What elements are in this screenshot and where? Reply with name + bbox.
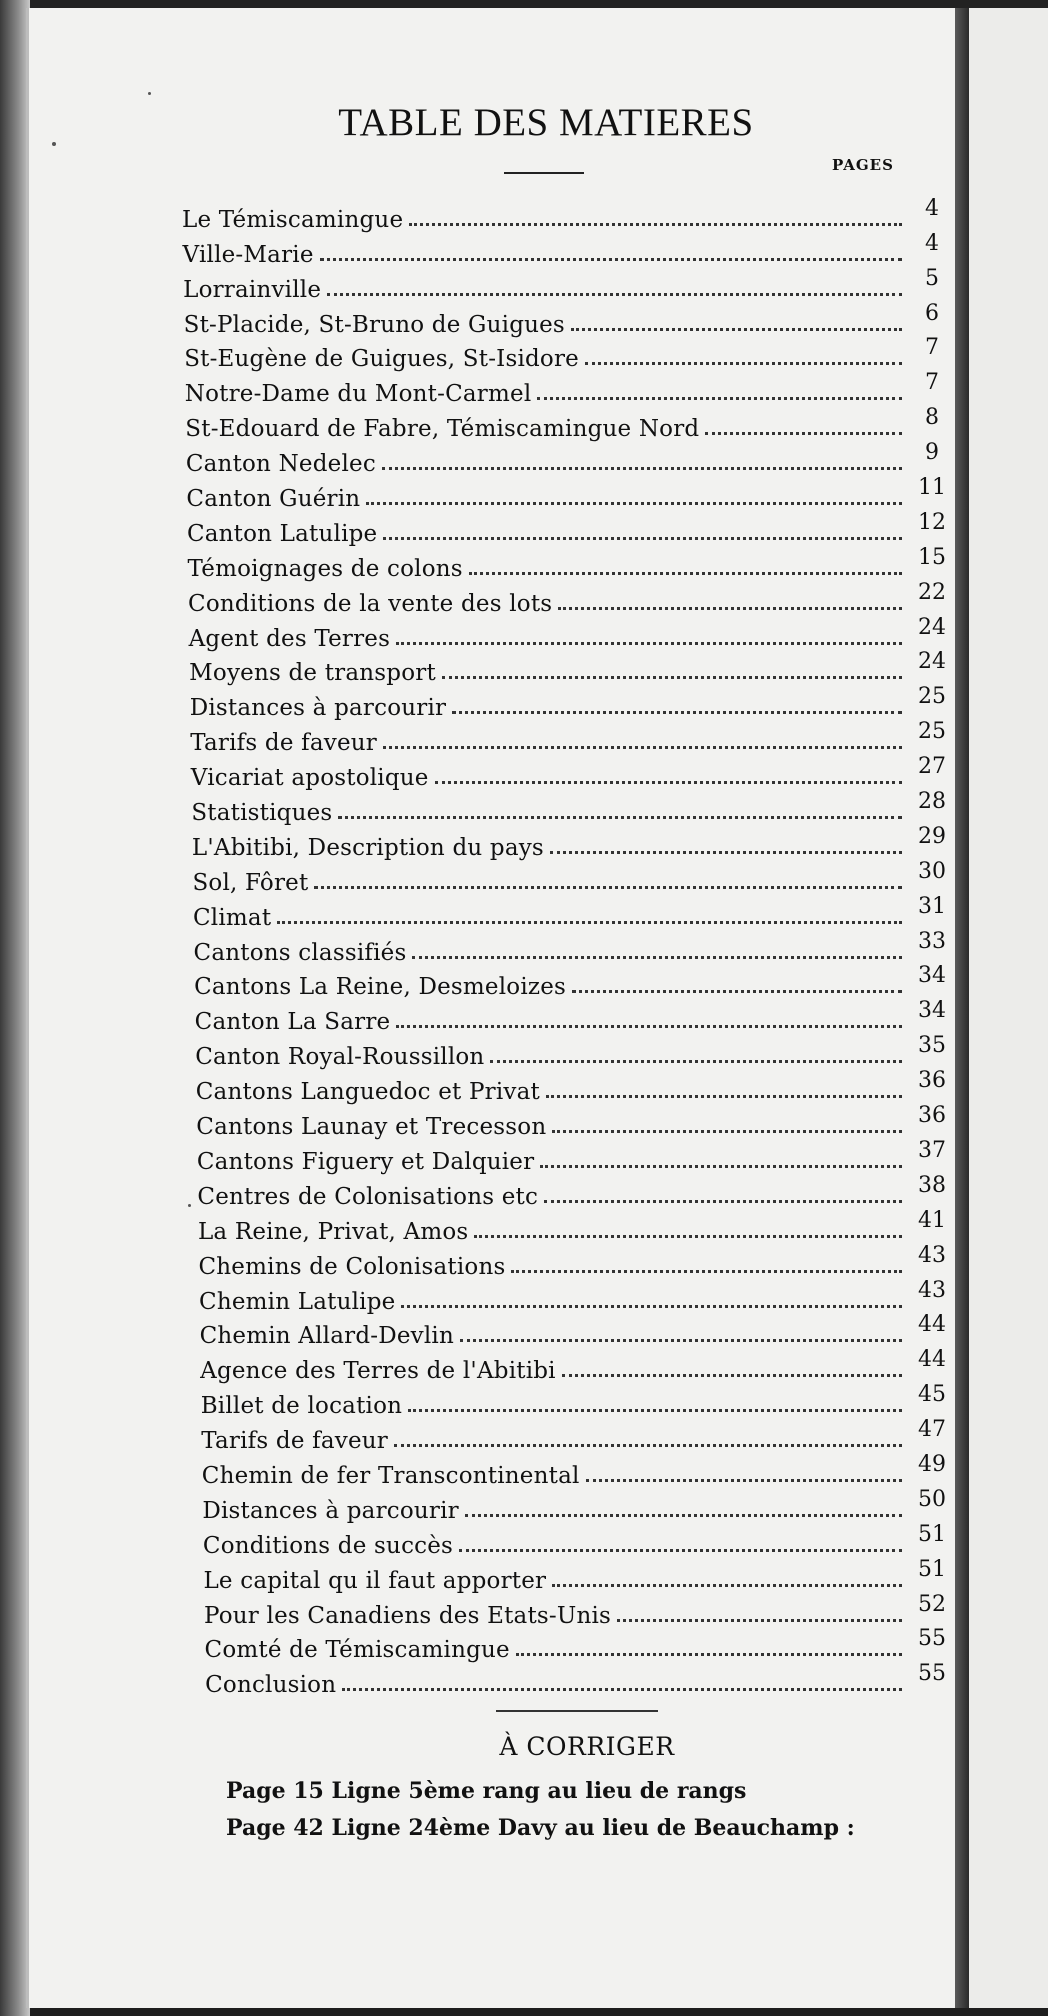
toc-entry <box>182 195 952 233</box>
toc-entry-page: 45 <box>918 1382 946 1408</box>
toc-entry-page: 44 <box>918 1312 946 1338</box>
toc-entry-page: 9 <box>925 440 939 466</box>
dot-leader <box>382 467 902 470</box>
toc-entry <box>197 1207 952 1245</box>
toc-entry-page: 43 <box>918 1242 946 1268</box>
toc-entry-page: 49 <box>918 1451 946 1477</box>
toc-entry-page: 51 <box>918 1521 946 1547</box>
toc-entry-page: 24 <box>918 649 946 675</box>
dot-leader <box>277 921 902 924</box>
toc-entry <box>203 1556 952 1594</box>
toc-entry-title: Canton Royal-Roussillon <box>195 1044 485 1071</box>
dot-leader <box>705 432 902 435</box>
toc-entry <box>188 614 952 652</box>
toc-entry-page: 4 <box>925 195 939 221</box>
toc-entry <box>196 1137 952 1175</box>
toc-entry-page: 35 <box>918 1033 946 1059</box>
toc-entry-page: 33 <box>918 928 946 954</box>
pages-column-header: PAGES <box>832 156 894 174</box>
dot-leader <box>469 572 902 575</box>
toc-entry-page: 7 <box>925 335 939 361</box>
dot-leader <box>550 851 902 854</box>
dot-leader <box>314 886 902 889</box>
toc-entry-page: 24 <box>918 614 946 640</box>
dot-leader <box>511 1270 902 1273</box>
toc-entry <box>202 1486 952 1524</box>
toc-entry <box>195 1000 952 1035</box>
dot-leader <box>459 1549 902 1552</box>
toc-entry <box>189 649 952 687</box>
toc-entry-page: 25 <box>918 684 946 710</box>
toc-entry <box>205 1663 952 1698</box>
toc-entry <box>204 1591 952 1629</box>
toc-entry-title: Cantons classifiés <box>193 939 407 966</box>
adjacent-page-edge <box>969 8 1048 2008</box>
page-title: TABLE DES MATIERES <box>338 101 754 144</box>
dot-leader <box>342 1688 902 1691</box>
toc-entry-title: Ville-Marie <box>182 241 314 268</box>
toc-entry-title: Distances à parcourir <box>189 695 447 722</box>
toc-entry-title: St-Placide, St-Bruno de Guigues <box>183 311 565 338</box>
toc-entry-page: 51 <box>918 1556 946 1582</box>
toc-entry <box>195 1035 952 1070</box>
page-gutter <box>955 8 969 2008</box>
toc-entry <box>186 509 952 547</box>
toc-entry-page: 30 <box>918 858 946 884</box>
dot-leader <box>552 1584 902 1587</box>
dot-leader <box>585 362 902 365</box>
toc-entry-title: Cantons Figuery et Dalquier <box>196 1148 535 1175</box>
corrections-heading: À CORRIGER <box>499 1732 675 1761</box>
dot-leader <box>452 711 902 714</box>
dot-leader <box>401 1305 902 1308</box>
toc-entry-title: St-Eugène de Guigues, St-Isidore <box>184 346 579 373</box>
toc-entry <box>182 230 952 268</box>
toc-entry-page: 55 <box>918 1626 946 1652</box>
toc-entry <box>184 335 952 373</box>
toc-entry <box>192 858 952 896</box>
toc-entry <box>199 1312 952 1350</box>
toc-entry <box>186 442 952 477</box>
toc-entry <box>183 265 952 303</box>
dot-leader <box>409 223 902 226</box>
toc-entry-page: 36 <box>918 1103 946 1129</box>
toc-entry-title: Cantons Languedoc et Privat <box>195 1079 540 1106</box>
toc-entry-title: Vicariat apostolique <box>190 765 429 792</box>
dot-leader <box>338 816 902 819</box>
toc-entry-title: Canton Latulipe <box>186 520 378 547</box>
toc-entry-page: 52 <box>918 1591 946 1617</box>
toc-entry-page: 47 <box>918 1417 946 1443</box>
toc-entry <box>201 1384 952 1419</box>
toc-entry-title: Distances à parcourir <box>202 1497 459 1524</box>
section-divider <box>496 1710 658 1712</box>
toc-entry-page: 6 <box>925 300 939 326</box>
toc-entry <box>190 721 952 756</box>
toc-entry <box>196 1070 952 1105</box>
toc-entry-page: 37 <box>918 1137 946 1163</box>
toc-entry-page: 8 <box>925 405 939 431</box>
dot-leader <box>474 1235 902 1238</box>
toc-entry-title: Agence des Terres de l'Abitibi <box>200 1358 556 1385</box>
toc-entry-title: Témoignages de colons <box>187 555 463 582</box>
toc-entry-title: Lorrainville <box>183 276 322 303</box>
toc-entry-title: Agent des Terres <box>188 625 391 652</box>
correction-line: Page 15 Ligne 5ème rang au lieu de rangs <box>226 1778 747 1804</box>
toc-entry-title: La Reine, Privat, Amos <box>197 1218 469 1245</box>
toc-entry-title: Climat <box>193 904 272 931</box>
toc-entry <box>191 756 952 791</box>
toc-entry <box>187 544 953 582</box>
toc-entry-page: 15 <box>918 544 946 570</box>
toc-entry <box>191 823 952 861</box>
toc-entry-title: Centres de Colonisations etc <box>197 1183 539 1210</box>
title-divider <box>504 172 584 174</box>
toc-entry <box>204 1626 952 1664</box>
toc-entry-page: 31 <box>918 893 946 919</box>
dot-leader <box>572 990 902 993</box>
toc-entry-page: 4 <box>925 230 939 256</box>
toc-entry <box>188 579 952 617</box>
toc-entry <box>201 1451 952 1489</box>
dot-leader <box>552 1130 902 1133</box>
dot-leader <box>540 1165 902 1168</box>
toc-entry-page: 12 <box>918 509 946 535</box>
toc-entry-title: St-Edouard de Fabre, Témiscamingue Nord <box>185 416 700 443</box>
toc-entry <box>185 407 952 442</box>
toc-entry-title: Notre-Dame du Mont-Carmel <box>184 381 532 408</box>
toc-entry <box>190 686 952 721</box>
toc-entry-page: 25 <box>918 719 946 745</box>
dot-leader <box>490 1060 902 1063</box>
toc-entry-title: Pour les Canadiens des Etats-Unis <box>204 1602 612 1629</box>
toc-entry-title: Tarifs de faveur <box>201 1428 388 1455</box>
toc-entry-page: 38 <box>918 1172 946 1198</box>
toc-entry <box>185 372 952 407</box>
toc-entry <box>197 1172 952 1210</box>
toc-entry-title: Chemins de Colonisations <box>198 1253 506 1280</box>
dot-leader <box>562 1374 902 1377</box>
toc-entry <box>186 477 952 512</box>
dot-leader <box>537 397 902 400</box>
toc-entry-page: 22 <box>918 579 946 605</box>
toc-entry-title: Canton La Sarre <box>194 1009 391 1036</box>
dot-leader <box>558 607 902 610</box>
dot-leader <box>516 1653 902 1656</box>
scan-speck <box>148 92 151 95</box>
toc-entry-page: 28 <box>918 789 946 815</box>
toc-entry <box>200 1349 952 1384</box>
dot-leader <box>327 293 902 296</box>
dot-leader <box>442 676 902 679</box>
toc-entry-title: Conclusion <box>205 1672 337 1699</box>
toc-entry-title: Conditions de la vente des lots <box>188 590 553 617</box>
correction-line: Page 42 Ligne 24ème Davy au lieu de Beauchamp : <box>226 1815 855 1841</box>
dot-leader <box>586 1479 902 1482</box>
dot-leader <box>408 1409 902 1412</box>
toc-entry-title: Le Témiscamingue <box>182 206 404 233</box>
toc-entry <box>191 791 952 826</box>
dot-leader <box>546 1095 902 1098</box>
toc-entry-title: Cantons Launay et Trecesson <box>196 1114 547 1141</box>
dot-leader <box>396 1025 902 1028</box>
toc-entry-page: 11 <box>918 475 946 501</box>
toc-entry-title: Moyens de transport <box>189 660 436 687</box>
toc-entry-title: Comté de Témiscamingue <box>204 1637 510 1664</box>
toc-entry <box>201 1419 952 1454</box>
toc-entry-page: 50 <box>918 1486 946 1512</box>
toc-entry-title: Billet de location <box>200 1393 403 1420</box>
toc-entry-page: 34 <box>918 998 946 1024</box>
toc-entry-title: Chemin de fer Transcontinental <box>201 1462 580 1489</box>
toc-entry <box>193 928 952 966</box>
table-of-contents <box>182 195 952 1699</box>
toc-entry-title: Tarifs de faveur <box>190 730 377 757</box>
dot-leader <box>366 502 902 505</box>
toc-entry-title: Statistiques <box>191 800 333 827</box>
dot-leader <box>571 328 902 331</box>
dot-leader <box>544 1200 902 1203</box>
dot-leader <box>435 781 902 784</box>
toc-entry-page: 55 <box>918 1661 946 1687</box>
toc-entry-page: 29 <box>918 823 946 849</box>
toc-entry <box>194 963 952 1001</box>
toc-entry <box>199 1277 952 1315</box>
toc-entry <box>202 1521 952 1559</box>
toc-entry <box>196 1105 952 1140</box>
toc-entry-title: Le capital qu il faut apporter <box>203 1567 547 1594</box>
toc-entry-page: 5 <box>925 265 939 291</box>
toc-entry-page: 43 <box>918 1277 946 1303</box>
dot-leader <box>394 1444 902 1447</box>
toc-entry-page: 27 <box>918 754 946 780</box>
toc-entry-page: 44 <box>918 1347 946 1373</box>
dot-leader <box>383 746 902 749</box>
toc-entry-page: 34 <box>918 963 946 989</box>
toc-entry-page: 7 <box>925 370 939 396</box>
toc-entry-page: 36 <box>918 1068 946 1094</box>
toc-entry-title: Canton Guérin <box>186 486 361 513</box>
toc-entry-title: Cantons La Reine, Desmeloizes <box>194 974 567 1001</box>
dot-leader <box>320 258 902 261</box>
dot-leader <box>412 956 902 959</box>
toc-entry-title: Conditions de succès <box>202 1532 454 1559</box>
toc-entry <box>198 1242 953 1280</box>
toc-entry-title: L'Abitibi, Description du pays <box>191 834 544 861</box>
toc-entry <box>183 300 952 338</box>
dot-leader <box>460 1339 902 1342</box>
dot-leader <box>396 642 902 645</box>
toc-entry-page: 41 <box>918 1207 946 1233</box>
dot-leader <box>465 1514 902 1517</box>
dot-leader <box>383 537 902 540</box>
toc-entry-title: Canton Nedelec <box>185 451 376 478</box>
dot-leader <box>617 1619 902 1622</box>
toc-entry <box>193 893 952 931</box>
toc-entry-title: Chemin Latulipe <box>199 1288 396 1315</box>
toc-entry-title: Sol, Fôret <box>192 869 309 896</box>
toc-entry-title: Chemin Allard-Devlin <box>199 1323 454 1350</box>
